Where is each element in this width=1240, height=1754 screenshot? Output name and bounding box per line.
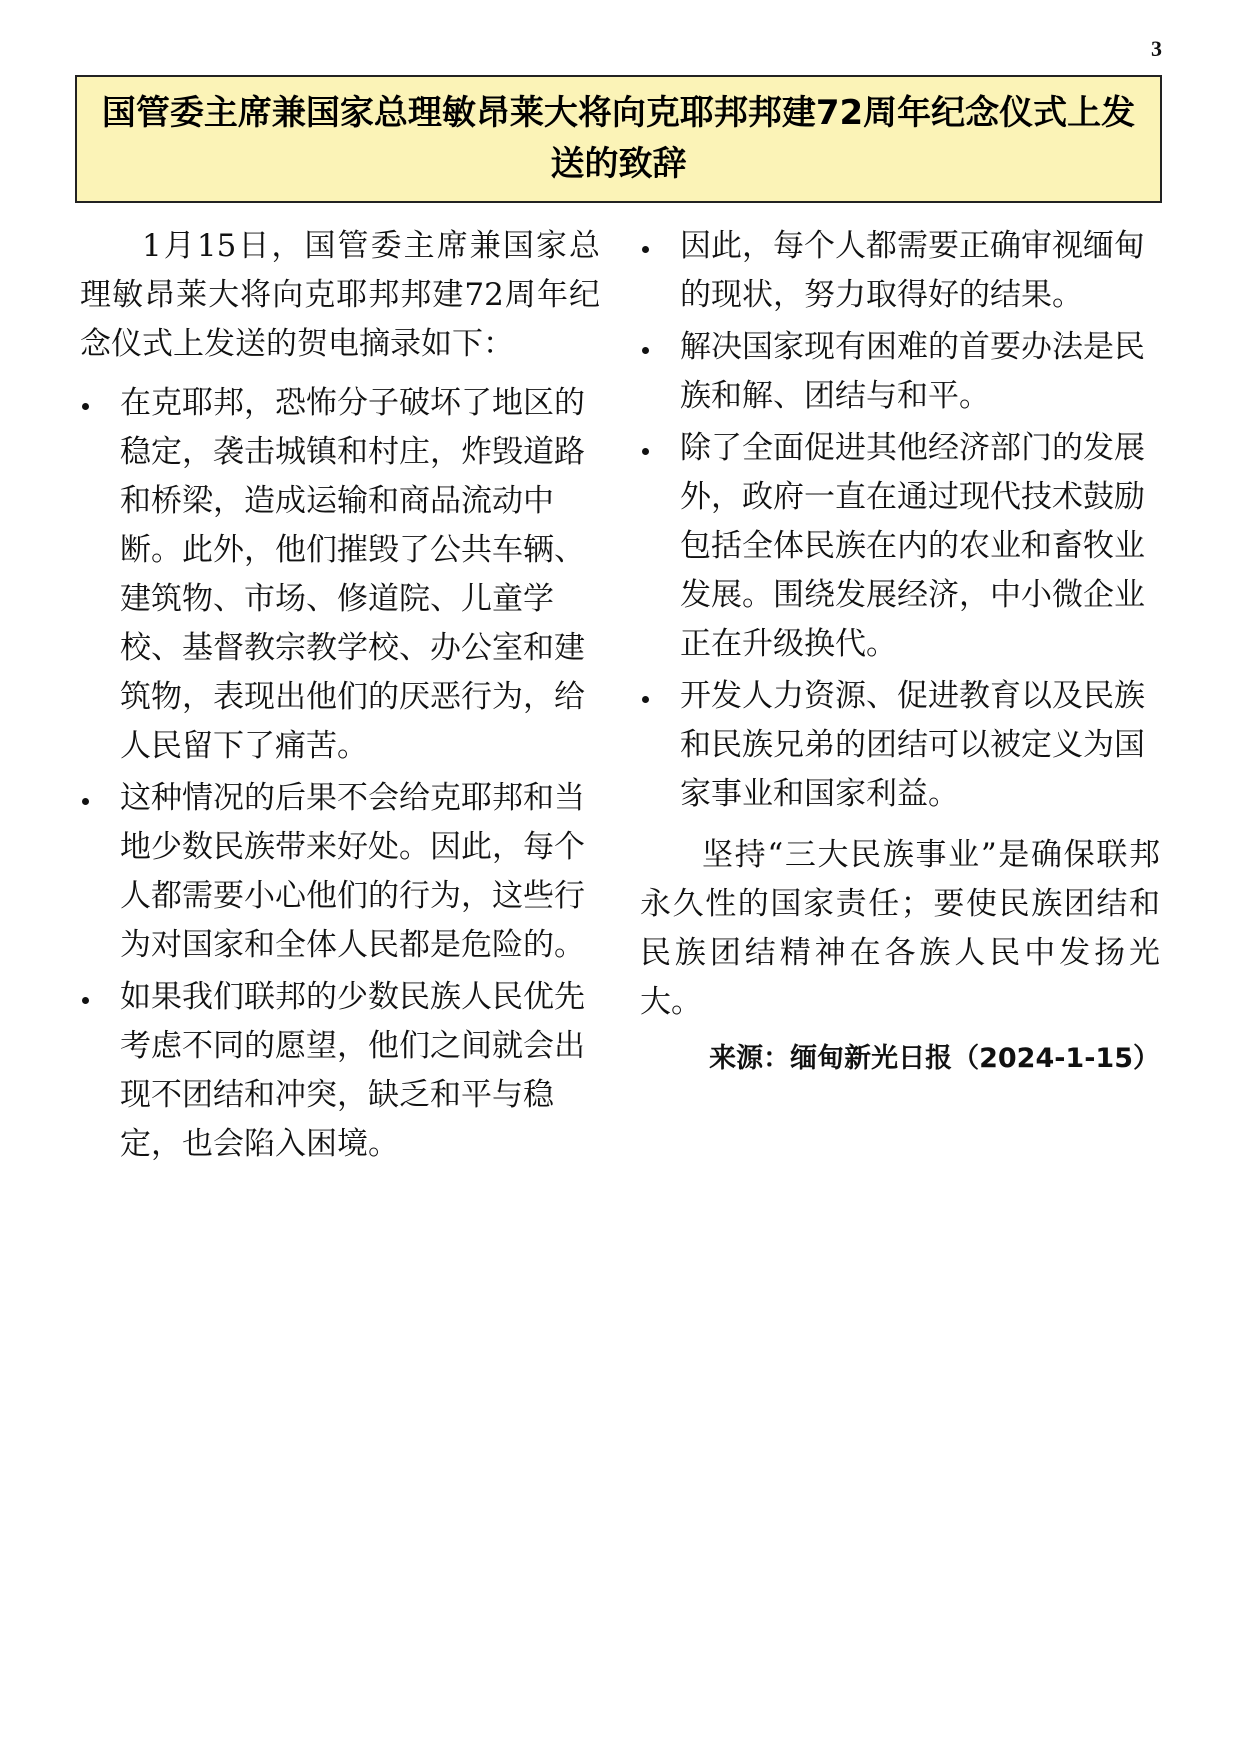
left-column: [80, 222, 600, 1172]
closing-paragraph: 坚持“三大民族事业”是确保联邦永久性的国家责任；要使民族团结和民族团结精神在各族人民中发扬光大。: [640, 837, 1160, 1020]
source-line: 来源：缅甸新光日报（2024-1-15）: [709, 1043, 1160, 1074]
right-column: [640, 222, 1160, 1081]
intro-paragraph: 1月15日，国管委主席兼国家总理敏昂莱大将向克耶邦邦建72周年纪念仪式上发送的贺电摘录如下：: [80, 228, 600, 362]
right-bullet-list: [640, 222, 1160, 819]
bullet-item: 除了全面促进其他经济部门的发展外，政府一直在通过现代技术鼓励包括全体民族在内的农业和畜牧业发展。围绕发展经济，中小微企业正在升级换代。: [640, 424, 1160, 669]
title-banner: [75, 75, 1162, 203]
bullet-item: 在克耶邦，恐怖分子破坏了地区的稳定，袭击城镇和村庄，炸毁道路和桥梁，造成运输和商品流动中断。此外，他们摧毁了公共车辆、建筑物、市场、修道院、儿童学校、基督教宗教学校、办公室和建筑物，表现出他们的厌恶行为，给人民留下了痛苦。: [80, 379, 600, 771]
bullet-item: 开发人力资源、促进教育以及民族和民族兄弟的团结可以被定义为国家事业和国家利益。: [640, 672, 1160, 819]
page-number: 3: [1151, 36, 1162, 61]
bullet-item: 如果我们联邦的少数民族人民优先考虑不同的愿望，他们之间就会出现不团结和冲突，缺乏和平与稳定，也会陷入困境。: [80, 973, 600, 1169]
bullet-item: 解决国家现有困难的首要办法是民族和解、团结与和平。: [640, 323, 1160, 421]
left-bullet-list: [80, 379, 600, 1169]
bullet-item: 这种情况的后果不会给克耶邦和当地少数民族带来好处。因此，每个人都需要小心他们的行为，这些行为对国家和全体人民都是危险的。: [80, 774, 600, 970]
bullet-item: 因此，每个人都需要正确审视缅甸的现状，努力取得好的结果。: [640, 222, 1160, 320]
article-title: 国管委主席兼国家总理敏昂莱大将向克耶邦邦建72周年纪念仪式上发送的致辞: [101, 93, 1136, 184]
